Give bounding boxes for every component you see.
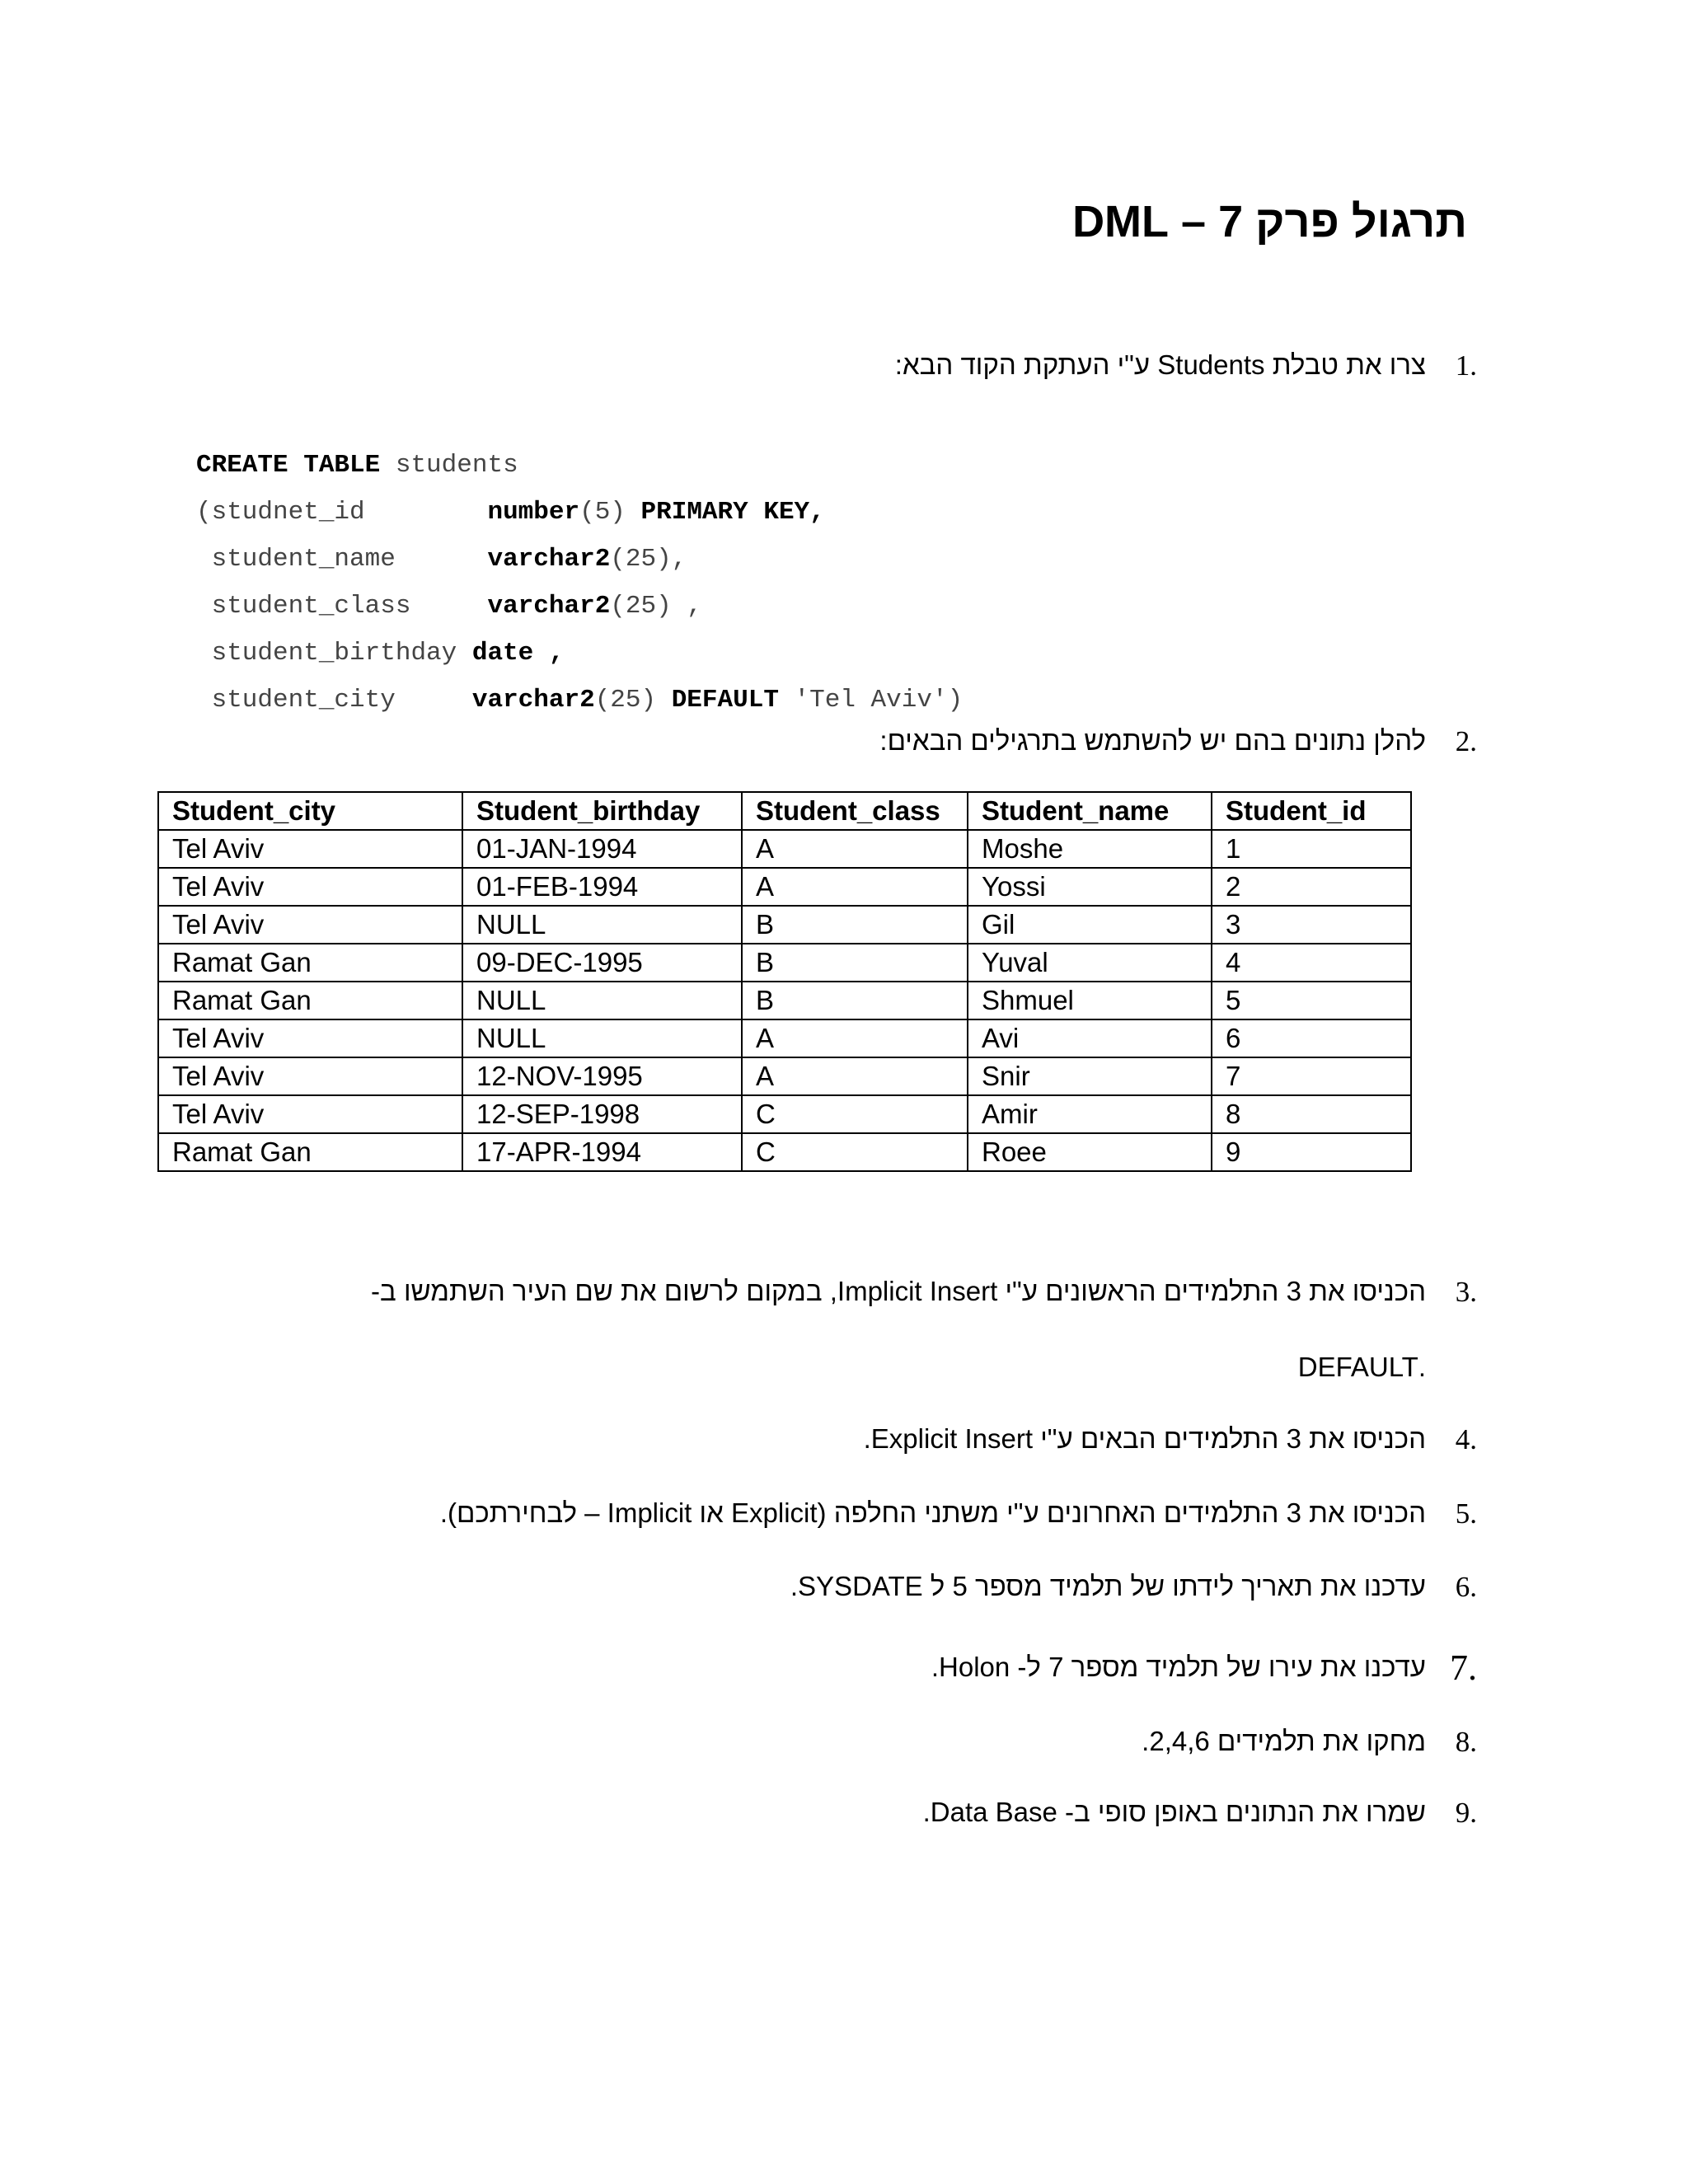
table-cell: 2 — [1212, 868, 1411, 906]
table-cell: 5 — [1212, 982, 1411, 1019]
table-row — [158, 1095, 1411, 1133]
table-cell: Roee — [968, 1133, 1212, 1171]
title-latin: DML — [1072, 197, 1170, 246]
exercise-6 — [790, 1571, 1477, 1603]
table-cell: Ramat Gan — [158, 944, 462, 982]
code-line-4: student_class varchar2(25) , — [196, 592, 702, 621]
header-student-id: Student_id — [1212, 792, 1411, 830]
code-line-2: (studnet_id number(5) PRIMARY KEY, — [196, 498, 825, 527]
table-cell: Shmuel — [968, 982, 1212, 1019]
table-cell: Tel Aviv — [158, 906, 462, 944]
exercise-text: מחקו את תלמידים 2,4,6. — [1142, 1726, 1426, 1756]
table-cell: Tel Aviv — [158, 1095, 462, 1133]
header-student-city: Student_city — [158, 792, 462, 830]
table-cell: Amir — [968, 1095, 1212, 1133]
page-title — [1072, 196, 1467, 247]
table-cell: B — [742, 906, 968, 944]
code-line-6: student_city varchar2(25) DEFAULT 'Tel Aviv') — [196, 686, 964, 715]
table-cell: Tel Aviv — [158, 830, 462, 868]
table-cell: NULL — [462, 982, 742, 1019]
exercise-3 — [371, 1276, 1477, 1383]
exercise-text: הכניסו את 3 התלמידים האחרונים ע"י משתני החלפה (Explicit או Implicit – לבחירתכם). — [439, 1497, 1426, 1528]
table-cell: NULL — [462, 1019, 742, 1057]
code-line-3: student_name varchar2(25), — [196, 545, 687, 574]
table-cell: Moshe — [968, 830, 1212, 868]
table-cell: C — [742, 1133, 968, 1171]
table-cell: Ramat Gan — [158, 1133, 462, 1171]
table-cell: A — [742, 868, 968, 906]
table-cell: NULL — [462, 906, 742, 944]
table-row — [158, 830, 1411, 868]
exercise-text: הכניסו את 3 התלמידים הראשונים ע"י Implicit Insert, במקום לרשום את שם העיר השתמשו ב- — [371, 1276, 1426, 1306]
table-cell: A — [742, 830, 968, 868]
table-cell: A — [742, 1057, 968, 1095]
table-cell: C — [742, 1095, 968, 1133]
exercise-text-continuation: .DEFAULT — [1297, 1352, 1426, 1382]
table-cell: 12-NOV-1995 — [462, 1057, 742, 1095]
table-row — [158, 1133, 1411, 1171]
table-cell: 01-FEB-1994 — [462, 868, 742, 906]
table-cell: 17-APR-1994 — [462, 1133, 742, 1171]
table-cell: Tel Aviv — [158, 1019, 462, 1057]
table-cell: Yuval — [968, 944, 1212, 982]
exercise-number: 5. — [1455, 1497, 1477, 1530]
exercise-text: עדכנו את עירו של תלמיד מספר 7 ל- Holon. — [931, 1652, 1426, 1682]
table-cell: 1 — [1212, 830, 1411, 868]
create-table-code — [196, 442, 963, 724]
exercise-1 — [894, 349, 1477, 382]
exercise-text: הכניסו את 3 התלמידים הבאים ע"י Explicit Insert. — [863, 1423, 1426, 1454]
exercise-text: עדכנו את תאריך לידתו של תלמיד מספר 5 ל SYSDATE. — [790, 1571, 1426, 1601]
header-student-class: Student_class — [742, 792, 968, 830]
exercise-number: 4. — [1455, 1423, 1477, 1455]
table-header-row — [158, 792, 1411, 830]
header-student-name: Student_name — [968, 792, 1212, 830]
table-cell: 6 — [1212, 1019, 1411, 1057]
table-cell: Snir — [968, 1057, 1212, 1095]
exercise-5 — [439, 1497, 1477, 1530]
table-row — [158, 982, 1411, 1019]
students-data-table — [157, 791, 1412, 1172]
exercise-text: להלן נתונים בהם יש להשתמש בתרגילים הבאים: — [879, 725, 1426, 756]
table-cell: B — [742, 944, 968, 982]
exercise-number: 6. — [1455, 1571, 1477, 1603]
table-cell: 4 — [1212, 944, 1411, 982]
exercise-text: צרו את טבלת Students ע"י העתקת הקוד הבא: — [894, 349, 1426, 380]
code-line-5: student_birthday date , — [196, 639, 565, 668]
table-row — [158, 944, 1411, 982]
table-row — [158, 1057, 1411, 1095]
header-student-birthday: Student_birthday — [462, 792, 742, 830]
table-row — [158, 906, 1411, 944]
exercise-7 — [931, 1647, 1477, 1688]
table-cell: Avi — [968, 1019, 1212, 1057]
table-cell: 09-DEC-1995 — [462, 944, 742, 982]
table-cell: 12-SEP-1998 — [462, 1095, 742, 1133]
exercise-4 — [863, 1423, 1477, 1455]
table-cell: Ramat Gan — [158, 982, 462, 1019]
exercise-number: 9. — [1455, 1797, 1477, 1829]
table-cell: Tel Aviv — [158, 868, 462, 906]
table-cell: 3 — [1212, 906, 1411, 944]
exercise-number: 2. — [1455, 725, 1477, 757]
exercise-number: 7. — [1450, 1647, 1477, 1688]
code-line-1: CREATE TABLE students — [196, 451, 518, 480]
exercise-9 — [922, 1797, 1477, 1829]
table-cell: 7 — [1212, 1057, 1411, 1095]
exercise-number: 8. — [1455, 1726, 1477, 1758]
title-hebrew: תרגול פרק 7 – — [1181, 197, 1467, 246]
exercise-2 — [879, 725, 1477, 757]
table-row — [158, 868, 1411, 906]
exercise-number: 1. — [1455, 349, 1477, 382]
table-cell: Yossi — [968, 868, 1212, 906]
table-cell: 01-JAN-1994 — [462, 830, 742, 868]
table-cell: A — [742, 1019, 968, 1057]
table-cell: 8 — [1212, 1095, 1411, 1133]
table-cell: 9 — [1212, 1133, 1411, 1171]
exercise-text: שמרו את הנתונים באופן סופי ב- Data Base. — [922, 1797, 1426, 1827]
table-row — [158, 1019, 1411, 1057]
exercise-8 — [1142, 1726, 1477, 1758]
table-cell: B — [742, 982, 968, 1019]
table-body — [158, 830, 1411, 1171]
table-cell: Gil — [968, 906, 1212, 944]
exercise-number: 3. — [1455, 1276, 1477, 1308]
table-cell: Tel Aviv — [158, 1057, 462, 1095]
